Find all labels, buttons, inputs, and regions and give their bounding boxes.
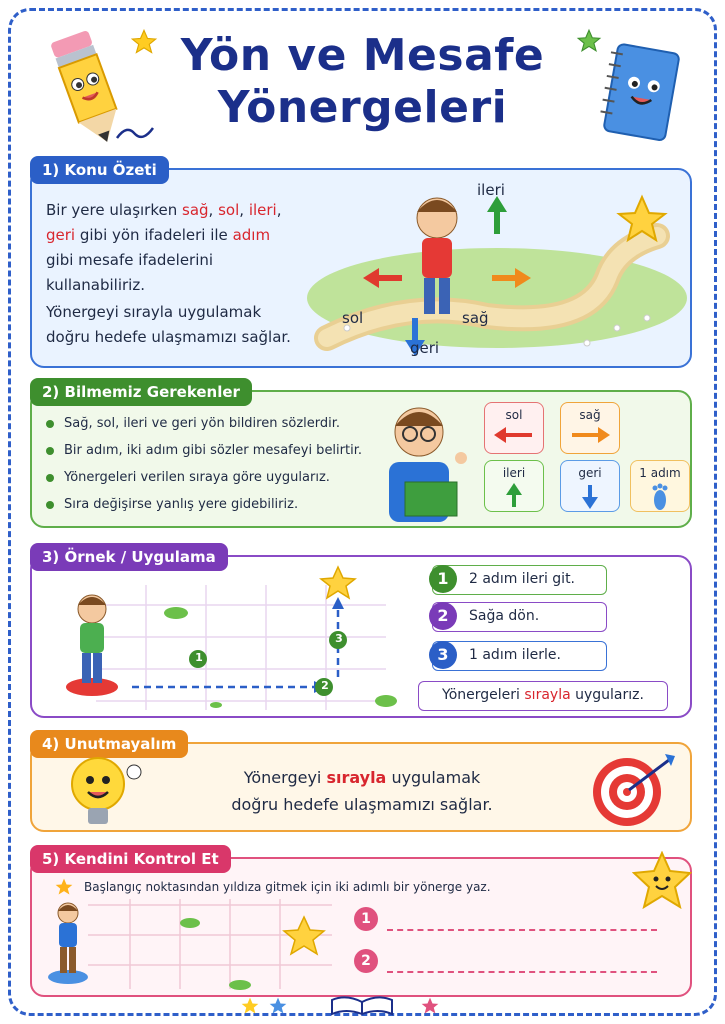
answer-number-1: 1 xyxy=(354,907,378,931)
path-illustration xyxy=(287,178,687,366)
grid-mark-2: 2 xyxy=(321,679,329,692)
section-remember xyxy=(30,735,692,832)
section-example xyxy=(30,548,692,718)
footprint-icon xyxy=(649,483,671,511)
list-item: Sağ, sol, ileri ve geri yön bildiren sözlerdir. xyxy=(46,410,386,437)
step-2: 2 Sağa dön. xyxy=(432,602,607,632)
answer-number-2: 2 xyxy=(354,949,378,973)
section-title: 5) Kendini Kontrol Et xyxy=(30,845,231,873)
remember-text: Yönergeyi sırayla uygulamak doğru hedefe ulaşmamızı sağlar. xyxy=(231,768,493,814)
boy-icon xyxy=(58,903,78,973)
list-item: Yönergeleri verilen sıraya göre uygularız. xyxy=(46,464,386,491)
self-check-prompt: Başlangıç noktasından yıldıza gitmek için iki adımlı bir yönerge yaz. xyxy=(84,880,491,894)
knowledge-list xyxy=(46,410,386,518)
section-title: 4) Unutmayalım xyxy=(30,730,188,758)
arrow-left-icon xyxy=(492,425,536,445)
boy-icon xyxy=(78,595,106,683)
section-title: 2) Bilmemiz Gerekenler xyxy=(30,378,252,406)
section-topic-summary xyxy=(30,161,692,368)
card-ileri: ileri xyxy=(484,460,544,512)
step-1: 1 2 adım ileri git. xyxy=(432,565,607,595)
notebook-mascot-icon xyxy=(590,40,690,150)
self-check-grid xyxy=(40,899,340,995)
section-title: 3) Örnek / Uygulama xyxy=(30,543,228,571)
arrow-down-icon xyxy=(580,483,600,509)
star-icon xyxy=(420,996,440,1016)
list-item: Sıra değişirse yanlış yere gidebiliriz. xyxy=(46,491,386,518)
label-sol: sol xyxy=(342,309,364,327)
card-geri: geri xyxy=(560,460,620,512)
swoosh-icon xyxy=(115,122,155,142)
answer-line-1[interactable] xyxy=(387,929,657,931)
label-sag: sağ xyxy=(462,309,489,327)
page-title xyxy=(150,30,575,134)
example-note: Yönergeleri sırayla uygularız. xyxy=(418,681,668,711)
label-geri: geri xyxy=(410,339,440,357)
star-icon xyxy=(54,877,74,897)
star-icon xyxy=(240,996,260,1016)
arrow-right-icon xyxy=(568,425,612,445)
target-icon xyxy=(587,750,677,830)
step-3: 3 1 adım ilerle. xyxy=(432,641,607,671)
title-line-1: Yön ve Mesafe xyxy=(180,30,545,81)
label-ileri: ileri xyxy=(477,181,505,199)
card-sol: sol xyxy=(484,402,544,454)
student-with-book-icon xyxy=(377,398,472,526)
title-line-2: Yönergeleri xyxy=(217,82,508,133)
open-book-icon xyxy=(330,994,394,1016)
summary-paragraph-1: Bir yere ulaşırken sağ, sol, ileri, geri gibi yön ifadeleri ile adım gibi mesafe ifadelerini kullanabiliriz. xyxy=(46,201,282,294)
lightbulb-icon xyxy=(62,754,152,830)
smiling-star-icon xyxy=(632,851,692,909)
section-title: 1) Konu Özeti xyxy=(30,156,169,184)
list-item: Bir adım, iki adım gibi sözler mesafeyi belirtir. xyxy=(46,437,386,464)
star-icon xyxy=(284,917,324,954)
grid-mark-3: 3 xyxy=(335,632,343,645)
answer-line-2[interactable] xyxy=(387,971,657,973)
arrow-up-icon xyxy=(504,483,524,509)
card-1-adim: 1 adım xyxy=(630,460,690,512)
section-self-check xyxy=(30,850,692,997)
summary-paragraph-2: Yönergeyi sırayla uygulamak doğru hedefe ulaşmamızı sağlar. xyxy=(46,303,291,346)
grid-map xyxy=(36,565,406,715)
card-sag: sağ xyxy=(560,402,620,454)
section-need-to-know xyxy=(30,383,692,528)
star-icon xyxy=(268,996,288,1016)
grid-mark-1: 1 xyxy=(195,651,203,664)
